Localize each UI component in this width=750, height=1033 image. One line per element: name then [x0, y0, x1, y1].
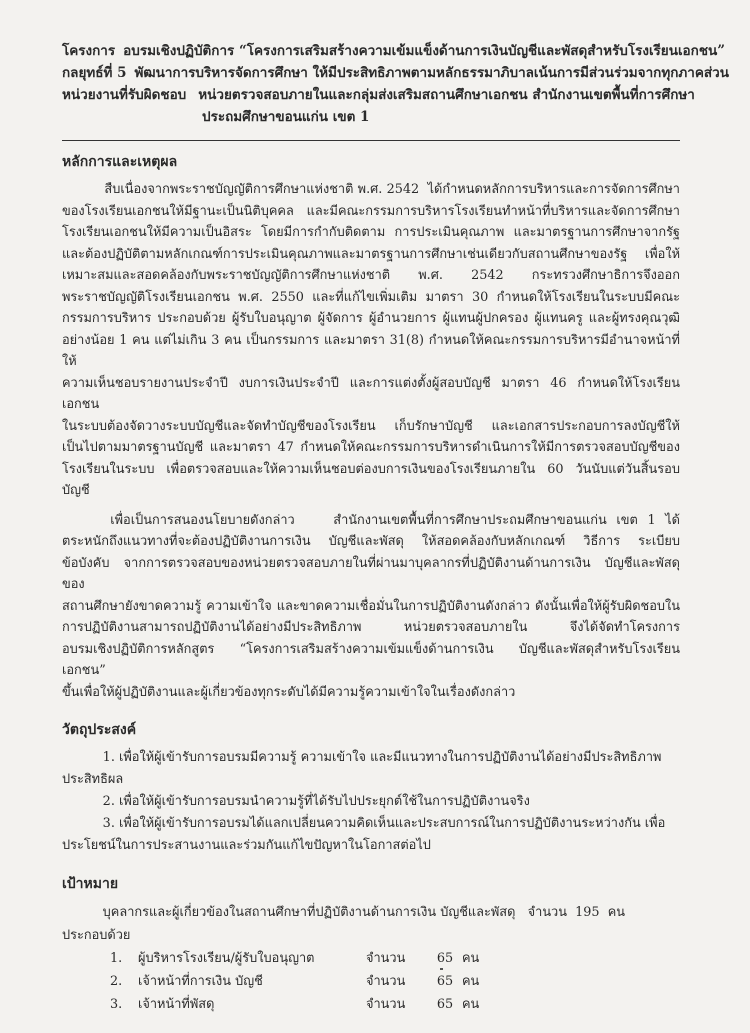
- objectives-list: [62, 747, 680, 857]
- target-per: คน: [462, 997, 480, 1012]
- p1-line: พระราชบัญญัติโรงเรียนเอกชน พ.ศ. 2550 และที่แก้ไขเพิ่มเติม มาตรา 30 กำหนดให้โรงเรียนในระบบมีคณะ: [62, 289, 680, 305]
- targets-title: เป้าหมาย: [62, 876, 119, 892]
- p2-line: สถานศึกษายังขาดความรู้ ความเข้าใจ และขาดความเชื่อมั่นในการปฏิบัติงานดังกล่าว ดังนั้นเพื่อให้ผู้รับผิดชอบใน: [62, 598, 680, 614]
- target-number: 1.: [110, 951, 123, 966]
- unit-value-2: ประถมศึกษาขอนแก่น เขต 1: [202, 109, 370, 125]
- p2-line: ข้อบังคับ จากการตรวจสอบของหน่วยตรวจสอบภายในที่ผ่านมาบุคลากรที่ปฏิบัติงานด้านการเงิน บัญชีและพัสดุของ: [62, 555, 680, 592]
- objective-1: 1. เพื่อให้ผู้เข้ารับการอบรมมีความรู้ ความเข้าใจ และมีแนวทางในการปฏิบัติงานได้อย่างมีประสิทธิภาพ: [62, 750, 662, 765]
- scan-speck: [440, 968, 443, 970]
- project-label: โครงการ: [62, 43, 116, 59]
- target-name: เจ้าหน้าที่พัสดุ: [138, 997, 215, 1012]
- target-unit: จำนวน: [366, 974, 406, 989]
- p1-line: เป็นไปตามมาตรฐานบัญชี และมาตรา 47 กำหนดให้คณะกรรมการบริหารดำเนินการให้มีการตรวจสอบบัญชีของ: [62, 440, 680, 455]
- target-name: เจ้าหน้าที่การเงิน บัญชี: [138, 974, 263, 989]
- p2-line: การปฏิบัติงานสามารถปฏิบัติงานได้อย่างมีประสิทธิภาพ หน่วยตรวจสอบภายใน จึงได้จัดทำโครงการ: [62, 620, 680, 635]
- objectives-title: วัตถุประสงค์: [62, 722, 137, 738]
- p2-line: อบรมเชิงปฏิบัติการหลักสูตร “โครงการเสริมสร้างความเข้มแข็งด้านการเงิน บัญชีและพัสดุสำหรับโรงเรียนเอกชน”: [62, 641, 680, 678]
- unit-row: [62, 84, 695, 106]
- p1-line: และต้องปฏิบัติตามหลักเกณฑ์การประเมินคุณภาพและมาตรฐานการศึกษาเช่นเดียวกับสถานศึกษาของรัฐ เพื่อให้: [62, 246, 680, 262]
- target-number: 3.: [110, 997, 123, 1012]
- targets-list: [62, 901, 680, 1016]
- objective-3: 3. เพื่อให้ผู้เข้ารับการอบรมได้แลกเปลี่ยนความคิดเห็นและประสบการณ์ในการปฏิบัติงานระหว่างกัน เพื่อ: [62, 816, 666, 831]
- p1-line: ของโรงเรียนเอกชนให้มีฐานะเป็นนิติบุคคล และมีคณะกรรมการบริหารโรงเรียนทำหน้าที่บริหารและจัดการศึกษา: [62, 203, 680, 219]
- p1-line: สืบเนื่องจากพระราชบัญญัติการศึกษาแห่งชาติ พ.ศ. 2542 ได้กำหนดหลักการบริหารและการจัดการศึกษา: [62, 182, 680, 197]
- objective-3-cont: ประโยชน์ในการประสานงานและร่วมกันแก้ไขปัญหาในโอกาสต่อไป: [62, 838, 431, 853]
- objective-2: 2. เพื่อให้ผู้เข้ารับการอบรมนำความรู้ที่ได้รับไปประยุกต์ใช้ในการปฏิบัติงานจริง: [62, 794, 530, 809]
- target-row: [62, 947, 680, 970]
- p1-line: กรรมการบริหาร ประกอบด้วย ผู้รับใบอนุญาต ผู้จัดการ ผู้อำนวยการ ผู้แทนผู้ปกครอง ผู้แทนครู และผู้ทรงคุณวุฒิ: [62, 311, 680, 326]
- p1-line: ความเห็นชอบรายงานประจำปี งบการเงินประจำปี และการแต่งตั้งผู้สอบบัญชี มาตรา 46 กำหนดให้โรงเรียนเอกชน: [62, 375, 680, 412]
- header-divider: [62, 140, 680, 141]
- principles-paragraph-2: [62, 510, 680, 704]
- p1-line: อย่างน้อย 1 คน แต่ไม่เกิน 3 คน เป็นกรรมการ และมาตรา 31(8) กำหนดให้คณะกรรมการบริหารมีอำนาจหน้าที่ให้: [62, 332, 680, 369]
- target-name: ผู้บริหารโรงเรียน/ผู้รับใบอนุญาต: [138, 951, 315, 966]
- strategy-label: กลยุทธ์ที่ 5: [62, 65, 127, 81]
- targets-intro: บุคลากรและผู้เกี่ยวข้องในสถานศึกษาที่ปฏิบัติงานด้านการเงิน บัญชีและพัสดุ จำนวน 195 คน: [62, 905, 626, 920]
- target-row: [62, 993, 680, 1016]
- principles-title: หลักการและเหตุผล: [62, 154, 178, 170]
- targets-intro-cont: ประกอบด้วย: [62, 928, 131, 943]
- principles-paragraph-1: [62, 179, 680, 502]
- p1-line: โรงเรียนในระบบ เพื่อตรวจสอบและให้ความเห็นชอบต่องบการเงินของโรงเรียนภายใน 60 วันนับแต่วันสิ้นรอบบัญชี: [62, 461, 680, 498]
- target-count: 65: [436, 974, 454, 989]
- target-per: คน: [462, 974, 480, 989]
- p2-line: เพื่อเป็นการสนองนโยบายดังกล่าว สำนักงานเขตพื้นที่การศึกษาประถมศึกษาขอนแก่น เขต 1 ได้: [62, 512, 680, 528]
- project-row: [62, 40, 725, 62]
- strategy-row: [62, 62, 729, 84]
- p1-line: ในระบบต้องจัดวางระบบบัญชีและจัดทำบัญชีของโรงเรียน เก็บรักษาบัญชี และเอกสารประกอบการลงบัญชีให้: [62, 418, 680, 434]
- target-count: 65: [436, 997, 454, 1012]
- target-number: 2.: [110, 974, 123, 989]
- p1-line: โรงเรียนเอกชนให้มีความเป็นอิสระ โดยมีการกำกับติดตาม การประเมินคุณภาพ และมาตรฐานการศึกษาจากรัฐ: [62, 225, 680, 240]
- project-value: อบรมเชิงปฏิบัติการ “โครงการเสริมสร้างความเข้มแข็งด้านการเงินบัญชีและพัสดุสำหรับโรงเรียนเอกชน”: [123, 43, 725, 59]
- target-unit: จำนวน: [366, 951, 406, 966]
- target-unit: จำนวน: [366, 997, 406, 1012]
- p2-line: ตระหนักถึงแนวทางที่จะต้องปฏิบัติงานการเงิน บัญชีและพัสดุ ให้สอดคล้องกับหลักเกณฑ์ วิธีการ ระเบียบ: [62, 534, 680, 549]
- document-header: [62, 40, 729, 128]
- objective-1-cont: ประสิทธิผล: [62, 772, 124, 787]
- p1-line: เหมาะสมและสอดคล้องกับพระราชบัญญัติการศึกษาแห่งชาติ พ.ศ. 2542 กระทรวงศึกษาธิการจึงออก: [62, 268, 680, 283]
- strategy-value: พัฒนาการบริหารจัดการศึกษา ให้มีประสิทธิภาพตามหลักธรรมาภิบาลเน้นการมีส่วนร่วมจากทุกภาคส่วน: [134, 65, 729, 81]
- p2-line: ขึ้นเพื่อให้ผู้ปฏิบัติงานและผู้เกี่ยวข้องทุกระดับได้มีความรู้ความเข้าใจในเรื่องดังกล่าว: [62, 684, 516, 700]
- target-row: [62, 970, 680, 993]
- target-count: 65: [436, 951, 454, 966]
- target-per: คน: [462, 951, 480, 966]
- unit-label: หน่วยงานที่รับผิดชอบ: [62, 87, 187, 103]
- unit-value-1: หน่วยตรวจสอบภายในและกลุ่มส่งเสริมสถานศึกษาเอกชน สำนักงานเขตพื้นที่การศึกษา: [198, 87, 695, 103]
